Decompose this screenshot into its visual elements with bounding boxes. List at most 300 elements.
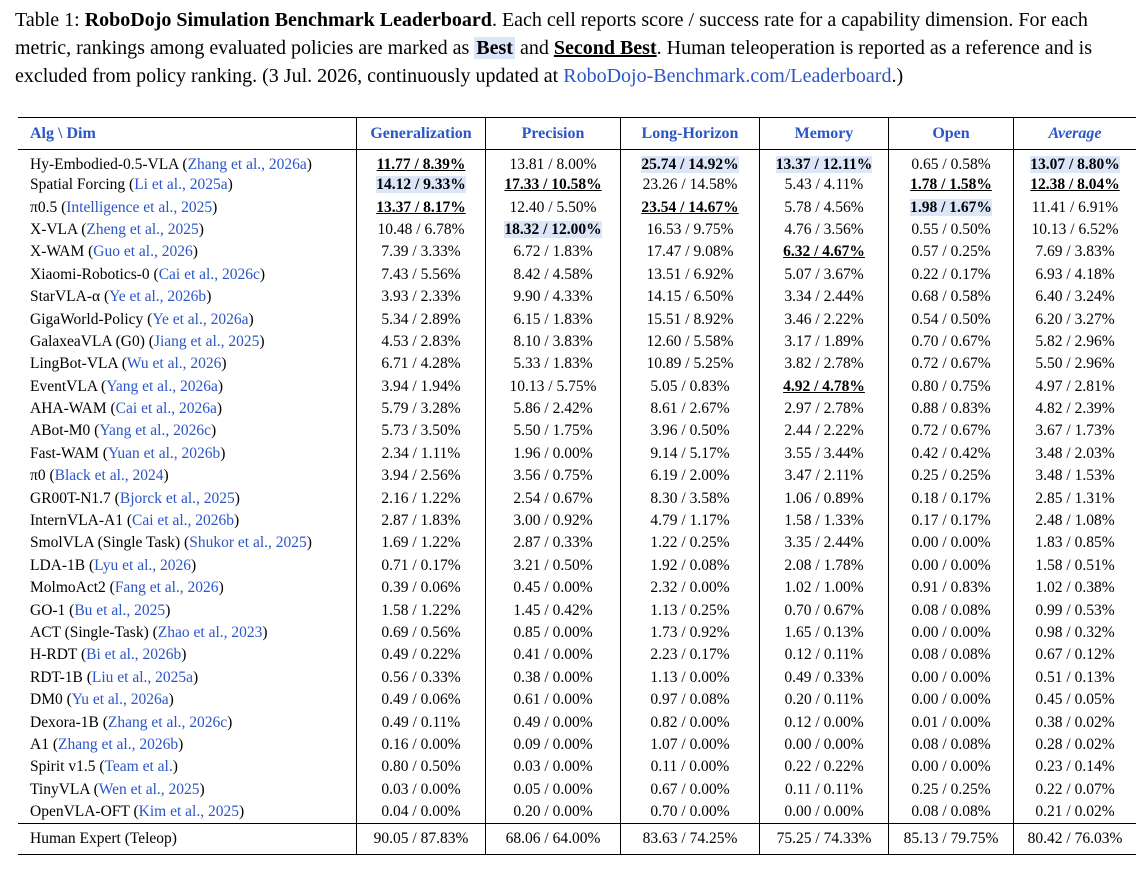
score-value: 13.37 / 8.17% <box>376 198 466 216</box>
score-value: 5.43 / 4.11% <box>784 176 864 194</box>
table-row <box>18 622 1136 644</box>
score-cell <box>486 555 621 577</box>
score-cell <box>760 734 889 756</box>
score-cell <box>357 577 486 599</box>
score-cell <box>760 376 889 398</box>
score-value: 5.78 / 4.56% <box>784 198 864 216</box>
score-cell <box>357 219 486 241</box>
score-cell <box>889 331 1014 353</box>
score-value: 3.55 / 3.44% <box>784 444 864 462</box>
score-cell <box>357 532 486 554</box>
alg-name-cell <box>18 150 357 175</box>
score-value: 4.97 / 2.81% <box>1035 377 1115 395</box>
citation-close: ) <box>259 265 266 283</box>
score-cell <box>621 286 760 308</box>
human-score-cell: 83.63 / 74.25% <box>621 823 760 854</box>
score-cell <box>889 286 1014 308</box>
score-value: 0.01 / 0.00% <box>911 713 991 731</box>
score-value: 4.92 / 4.78% <box>783 377 865 395</box>
score-value: 0.16 / 0.00% <box>381 735 461 753</box>
caption-text-4: .) <box>891 65 904 87</box>
table-row <box>18 443 1136 465</box>
header-open: Open <box>889 118 1014 150</box>
citation-link[interactable]: Black et al., 2024 <box>54 467 164 485</box>
alg-name-cell <box>18 331 357 353</box>
citation-link[interactable]: Lyu et al., 2026 <box>94 556 192 574</box>
score-cell <box>889 599 1014 621</box>
score-cell <box>1014 734 1137 756</box>
score-cell <box>760 286 889 308</box>
alg-name: GR00T-N1.7 ( <box>30 489 120 507</box>
alg-name-cell <box>18 577 357 599</box>
score-value: 0.25 / 0.25% <box>911 780 991 798</box>
score-value: 0.65 / 0.58% <box>911 156 991 173</box>
score-cell <box>760 622 889 644</box>
citation-link[interactable]: Zheng et al., 2025 <box>86 220 199 238</box>
alg-name-cell <box>18 667 357 689</box>
table-row <box>18 711 1136 733</box>
score-cell <box>889 308 1014 330</box>
alg-name: X-WAM ( <box>30 243 94 261</box>
table-row <box>18 241 1136 263</box>
score-cell <box>889 689 1014 711</box>
score-cell <box>889 376 1014 398</box>
score-cell <box>357 711 486 733</box>
score-value: 0.49 / 0.33% <box>784 668 864 686</box>
score-cell <box>486 667 621 689</box>
score-cell <box>760 150 889 175</box>
score-cell <box>760 219 889 241</box>
alg-name-cell <box>18 174 357 196</box>
score-cell <box>760 241 889 263</box>
score-value: 0.12 / 0.00% <box>784 713 864 731</box>
score-value: 5.50 / 1.75% <box>513 422 593 440</box>
alg-name-cell <box>18 376 357 398</box>
score-cell <box>889 150 1014 175</box>
score-cell <box>760 689 889 711</box>
score-value: 10.13 / 6.52% <box>1031 220 1119 238</box>
score-value: 0.39 / 0.06% <box>381 579 461 597</box>
score-cell <box>357 174 486 196</box>
score-cell <box>621 150 760 175</box>
score-cell <box>1014 331 1137 353</box>
score-value: 0.09 / 0.00% <box>513 735 593 753</box>
score-cell <box>889 465 1014 487</box>
score-cell <box>1014 801 1137 823</box>
citation-link[interactable]: Yang et al., 2026a <box>106 377 218 395</box>
score-value: 0.04 / 0.00% <box>381 802 461 820</box>
score-value: 5.79 / 3.28% <box>381 400 461 418</box>
score-value: 0.00 / 0.00% <box>784 802 864 820</box>
score-value: 0.88 / 0.83% <box>911 400 991 418</box>
score-value: 8.61 / 2.67% <box>650 400 730 418</box>
score-cell <box>1014 622 1137 644</box>
score-value: 0.00 / 0.00% <box>911 556 991 574</box>
alg-name-cell <box>18 532 357 554</box>
score-cell <box>357 398 486 420</box>
score-value: 1.78 / 1.58% <box>910 176 992 194</box>
score-cell <box>357 756 486 778</box>
citation-link[interactable]: Li et al., 2025a <box>134 176 228 194</box>
leaderboard-table <box>18 117 1136 855</box>
score-value: 0.98 / 0.32% <box>1035 624 1115 641</box>
alg-name: StarVLA-α ( <box>30 288 110 306</box>
score-cell <box>621 196 760 218</box>
score-cell <box>621 174 760 196</box>
table-row <box>18 756 1136 778</box>
score-cell <box>486 689 621 711</box>
score-value: 0.42 / 0.42% <box>911 444 991 462</box>
score-cell <box>486 487 621 509</box>
score-value: 0.05 / 0.00% <box>513 780 593 798</box>
alg-name: InternVLA-A1 ( <box>30 512 133 530</box>
table-row <box>18 331 1136 353</box>
score-value: 1.58 / 0.51% <box>1035 556 1115 574</box>
citation-link[interactable]: Zhang et al., 2026c <box>107 713 228 731</box>
citation-close: ) <box>191 556 197 574</box>
citation-link[interactable]: Ye et al., 2026a <box>152 310 249 328</box>
score-value: 3.00 / 0.92% <box>513 512 593 530</box>
score-value: 0.00 / 0.00% <box>911 534 991 552</box>
score-cell <box>760 555 889 577</box>
citation-link[interactable]: Cai et al., 2026b <box>132 512 235 530</box>
score-value: 9.14 / 5.17% <box>650 444 730 462</box>
alg-name-cell <box>18 801 357 823</box>
score-value: 2.87 / 1.83% <box>381 512 461 530</box>
score-cell <box>357 510 486 532</box>
citation-link[interactable]: Liu et al., 2025a <box>91 668 194 686</box>
score-cell <box>1014 532 1137 554</box>
score-cell <box>760 398 889 420</box>
score-cell <box>1014 219 1137 241</box>
score-value: 0.38 / 0.02% <box>1035 713 1115 731</box>
alg-name-cell <box>18 487 357 509</box>
score-value: 1.96 / 0.00% <box>513 444 593 462</box>
score-cell <box>621 443 760 465</box>
table-row <box>18 308 1136 330</box>
alg-name: A1 ( <box>30 735 58 753</box>
citation-close: ) <box>306 534 312 552</box>
score-cell <box>621 487 760 509</box>
citation-close: ) <box>216 400 222 418</box>
leaderboard-link[interactable]: RoboDojo-Benchmark.com/Leaderboard <box>563 65 892 87</box>
table-row <box>18 487 1136 509</box>
score-cell <box>621 734 760 756</box>
caption-text-1: . Each cell reports score / success rate for a capability dimension. <box>491 9 1014 31</box>
citation-close: ) <box>248 310 254 328</box>
citation-link[interactable]: Yuan et al., 2026b <box>107 444 221 462</box>
score-value: 0.45 / 0.00% <box>513 579 593 597</box>
score-value: 0.22 / 0.17% <box>911 265 991 283</box>
score-cell <box>357 196 486 218</box>
score-cell <box>760 487 889 509</box>
score-value: 0.68 / 0.58% <box>911 288 991 306</box>
score-cell <box>760 711 889 733</box>
score-value: 3.46 / 2.22% <box>784 310 864 328</box>
header-row <box>18 118 1136 150</box>
score-cell <box>1014 644 1137 666</box>
score-value: 3.48 / 2.03% <box>1035 444 1115 462</box>
score-cell <box>760 308 889 330</box>
score-value: 0.20 / 0.00% <box>513 802 593 820</box>
score-cell <box>1014 779 1137 801</box>
score-value: 0.70 / 0.00% <box>650 802 730 820</box>
score-value: 3.56 / 0.75% <box>513 467 593 485</box>
score-value: 5.05 / 0.83% <box>650 377 730 395</box>
score-value: 2.85 / 1.31% <box>1035 489 1115 507</box>
score-cell <box>1014 241 1137 263</box>
score-value: 0.82 / 0.00% <box>650 713 730 731</box>
citation-close: ) <box>217 377 224 395</box>
alg-name-cell <box>18 756 357 778</box>
citation-link[interactable]: Jiang et al., 2025 <box>153 332 260 350</box>
score-value: 2.48 / 1.08% <box>1035 512 1115 530</box>
score-cell <box>1014 353 1137 375</box>
score-value: 0.21 / 0.02% <box>1035 802 1115 820</box>
score-cell <box>486 398 621 420</box>
score-value: 0.80 / 0.50% <box>381 758 461 776</box>
score-cell <box>486 376 621 398</box>
score-cell <box>889 577 1014 599</box>
score-cell <box>889 219 1014 241</box>
score-value: 0.80 / 0.75% <box>911 377 991 395</box>
citation-link[interactable]: Cai et al., 2026a <box>115 400 217 418</box>
human-score-cell: 68.06 / 64.00% <box>486 823 621 854</box>
alg-name: TinyVLA ( <box>30 780 99 798</box>
score-cell <box>1014 599 1137 621</box>
score-value: 13.07 / 8.80% <box>1030 156 1120 173</box>
score-value: 0.49 / 0.11% <box>381 713 461 731</box>
score-cell <box>357 487 486 509</box>
alg-name: MolmoAct2 ( <box>30 579 115 597</box>
score-value: 23.54 / 14.67% <box>641 198 739 216</box>
score-value: 5.82 / 2.96% <box>1035 332 1115 350</box>
score-cell <box>889 174 1014 196</box>
score-value: 0.08 / 0.08% <box>911 802 991 820</box>
score-value: 0.12 / 0.11% <box>784 646 864 664</box>
score-value: 1.02 / 0.38% <box>1035 579 1115 597</box>
score-value: 12.40 / 5.50% <box>509 198 597 216</box>
score-cell <box>486 286 621 308</box>
caption-text-2: For each metric, rankings among evaluated policies are marked as <box>15 9 1088 59</box>
score-value: 3.93 / 2.33% <box>381 288 461 306</box>
alg-name: X-VLA ( <box>30 220 87 238</box>
score-cell <box>760 532 889 554</box>
citation-close: ) <box>227 713 233 731</box>
score-cell <box>621 465 760 487</box>
score-value: 0.08 / 0.08% <box>911 735 991 753</box>
score-cell <box>357 599 486 621</box>
score-cell <box>889 756 1014 778</box>
score-cell <box>486 241 621 263</box>
score-value: 0.61 / 0.00% <box>513 691 593 709</box>
alg-name-cell <box>18 219 357 241</box>
score-value: 3.35 / 2.44% <box>784 534 864 552</box>
citation-close: ) <box>234 512 240 530</box>
score-value: 7.43 / 5.56% <box>381 265 461 283</box>
citation-link[interactable]: Intelligence et al., 2025 <box>66 198 213 216</box>
score-value: 0.11 / 0.11% <box>784 780 864 798</box>
score-value: 6.40 / 3.24% <box>1035 288 1115 306</box>
citation-link[interactable]: Zhang et al., 2026b <box>57 735 179 753</box>
score-value: 0.55 / 0.50% <box>911 220 991 238</box>
score-cell <box>1014 286 1137 308</box>
alg-name-cell <box>18 443 357 465</box>
alg-name: H-RDT ( <box>30 646 87 664</box>
citation-link[interactable]: Bu et al., 2025 <box>74 601 166 619</box>
score-value: 23.26 / 14.58% <box>642 176 738 194</box>
score-value: 0.85 / 0.00% <box>513 624 593 641</box>
citation-link[interactable]: Shukor et al., 2025 <box>189 534 307 552</box>
score-cell <box>1014 420 1137 442</box>
score-cell <box>1014 711 1137 733</box>
citation-link[interactable]: Guo et al., 2026 <box>93 243 193 261</box>
score-cell <box>486 331 621 353</box>
citation-close: ) <box>210 422 217 440</box>
score-cell <box>486 756 621 778</box>
score-cell <box>1014 174 1137 196</box>
score-cell <box>889 398 1014 420</box>
table-row <box>18 376 1136 398</box>
score-value: 0.67 / 0.00% <box>650 780 730 798</box>
score-cell <box>889 241 1014 263</box>
citation-link[interactable]: Zhao et al., 2023 <box>157 624 263 641</box>
score-value: 0.49 / 0.06% <box>381 691 461 709</box>
score-cell <box>1014 756 1137 778</box>
citation-link[interactable]: Ye et al., 2026b <box>109 288 207 306</box>
score-cell <box>1014 555 1137 577</box>
score-value: 0.72 / 0.67% <box>911 422 991 440</box>
score-cell <box>357 286 486 308</box>
score-value: 0.71 / 0.17% <box>381 556 461 574</box>
citation-link[interactable]: Yang et al., 2026c <box>99 422 211 440</box>
alg-name: SmolVLA (Single Task) ( <box>30 534 190 552</box>
alg-name-cell <box>18 689 357 711</box>
score-cell <box>621 264 760 286</box>
citation-link[interactable]: Bi et al., 2026b <box>86 646 182 664</box>
score-value: 7.39 / 3.33% <box>381 243 461 261</box>
score-cell <box>486 219 621 241</box>
header-memory: Memory <box>760 118 889 150</box>
citation-link[interactable]: Cai et al., 2026c <box>158 265 260 283</box>
score-value: 1.58 / 1.22% <box>381 601 461 619</box>
table-row <box>18 689 1136 711</box>
citation-link[interactable]: Bjorck et al., 2025 <box>119 489 235 507</box>
score-value: 2.08 / 1.78% <box>784 556 864 574</box>
citation-close: ) <box>221 355 227 373</box>
score-cell <box>357 264 486 286</box>
score-cell <box>357 241 486 263</box>
score-cell <box>621 420 760 442</box>
score-value: 0.70 / 0.67% <box>911 332 991 350</box>
score-cell <box>486 420 621 442</box>
table-row <box>18 420 1136 442</box>
alg-name-cell <box>18 465 357 487</box>
score-value: 6.15 / 1.83% <box>513 310 593 328</box>
citation-link[interactable]: Kim et al., 2025 <box>138 802 239 820</box>
score-cell <box>486 443 621 465</box>
citation-link[interactable]: Team et al. <box>104 758 173 776</box>
score-value: 0.03 / 0.00% <box>381 780 461 798</box>
table-row <box>18 353 1136 375</box>
score-cell <box>357 308 486 330</box>
citation-close: ) <box>220 444 226 462</box>
score-value: 18.32 / 12.00% <box>504 220 602 238</box>
table-row <box>18 286 1136 308</box>
score-cell <box>357 443 486 465</box>
score-value: 6.71 / 4.28% <box>381 355 461 373</box>
alg-name: GO-1 ( <box>30 601 75 619</box>
score-value: 0.69 / 0.56% <box>381 624 461 641</box>
score-value: 6.93 / 4.18% <box>1035 265 1115 283</box>
alg-name-cell <box>18 599 357 621</box>
human-score-cell: 90.05 / 87.83% <box>357 823 486 854</box>
score-cell <box>1014 510 1137 532</box>
score-value: 3.96 / 0.50% <box>650 422 730 440</box>
alg-name-cell <box>18 420 357 442</box>
score-cell <box>357 644 486 666</box>
score-value: 0.91 / 0.83% <box>911 579 991 597</box>
score-cell <box>889 555 1014 577</box>
score-value: 10.48 / 6.78% <box>377 220 465 238</box>
score-value: 15.51 / 8.92% <box>646 310 734 328</box>
score-value: 4.82 / 2.39% <box>1035 400 1115 418</box>
alg-name: RDT-1B ( <box>30 668 92 686</box>
score-cell <box>621 532 760 554</box>
score-value: 6.72 / 1.83% <box>513 243 593 261</box>
citation-close: ) <box>259 332 265 350</box>
score-value: 16.53 / 9.75% <box>646 220 734 238</box>
score-cell <box>760 196 889 218</box>
citation-link[interactable]: Zhang et al., 2026a <box>187 156 307 173</box>
alg-name: Hy-Embodied-0.5-VLA ( <box>30 156 188 173</box>
citation-link[interactable]: Yu et al., 2026a <box>71 691 169 709</box>
score-cell <box>621 756 760 778</box>
citation-close: ) <box>206 288 212 306</box>
human-score-cell: 75.25 / 74.33% <box>760 823 889 854</box>
score-cell <box>1014 376 1137 398</box>
table-row <box>18 667 1136 689</box>
citation-close: ) <box>168 691 174 709</box>
score-value: 7.69 / 3.83% <box>1035 243 1115 261</box>
score-value: 13.37 / 12.11% <box>775 156 873 173</box>
score-value: 9.90 / 4.33% <box>513 288 593 306</box>
citation-link[interactable]: Wen et al., 2025 <box>98 780 200 798</box>
alg-name-cell <box>18 711 357 733</box>
citation-link[interactable]: Wu et al., 2026 <box>126 355 222 373</box>
citation-link[interactable]: Fang et al., 2026 <box>114 579 219 597</box>
score-cell <box>621 510 760 532</box>
score-cell <box>760 801 889 823</box>
score-cell <box>760 443 889 465</box>
score-value: 14.12 / 9.33% <box>376 176 466 194</box>
score-value: 1.83 / 0.85% <box>1035 534 1115 552</box>
score-cell <box>357 734 486 756</box>
score-value: 0.03 / 0.00% <box>513 758 593 776</box>
score-value: 5.73 / 3.50% <box>381 422 461 440</box>
score-cell <box>889 622 1014 644</box>
citation-close: ) <box>178 735 184 753</box>
table-row <box>18 734 1136 756</box>
score-cell <box>486 465 621 487</box>
score-cell <box>1014 689 1137 711</box>
alg-name-cell <box>18 644 357 666</box>
score-cell <box>357 667 486 689</box>
score-cell <box>486 308 621 330</box>
alg-name-cell <box>18 286 357 308</box>
score-cell <box>357 376 486 398</box>
score-cell <box>1014 150 1137 175</box>
